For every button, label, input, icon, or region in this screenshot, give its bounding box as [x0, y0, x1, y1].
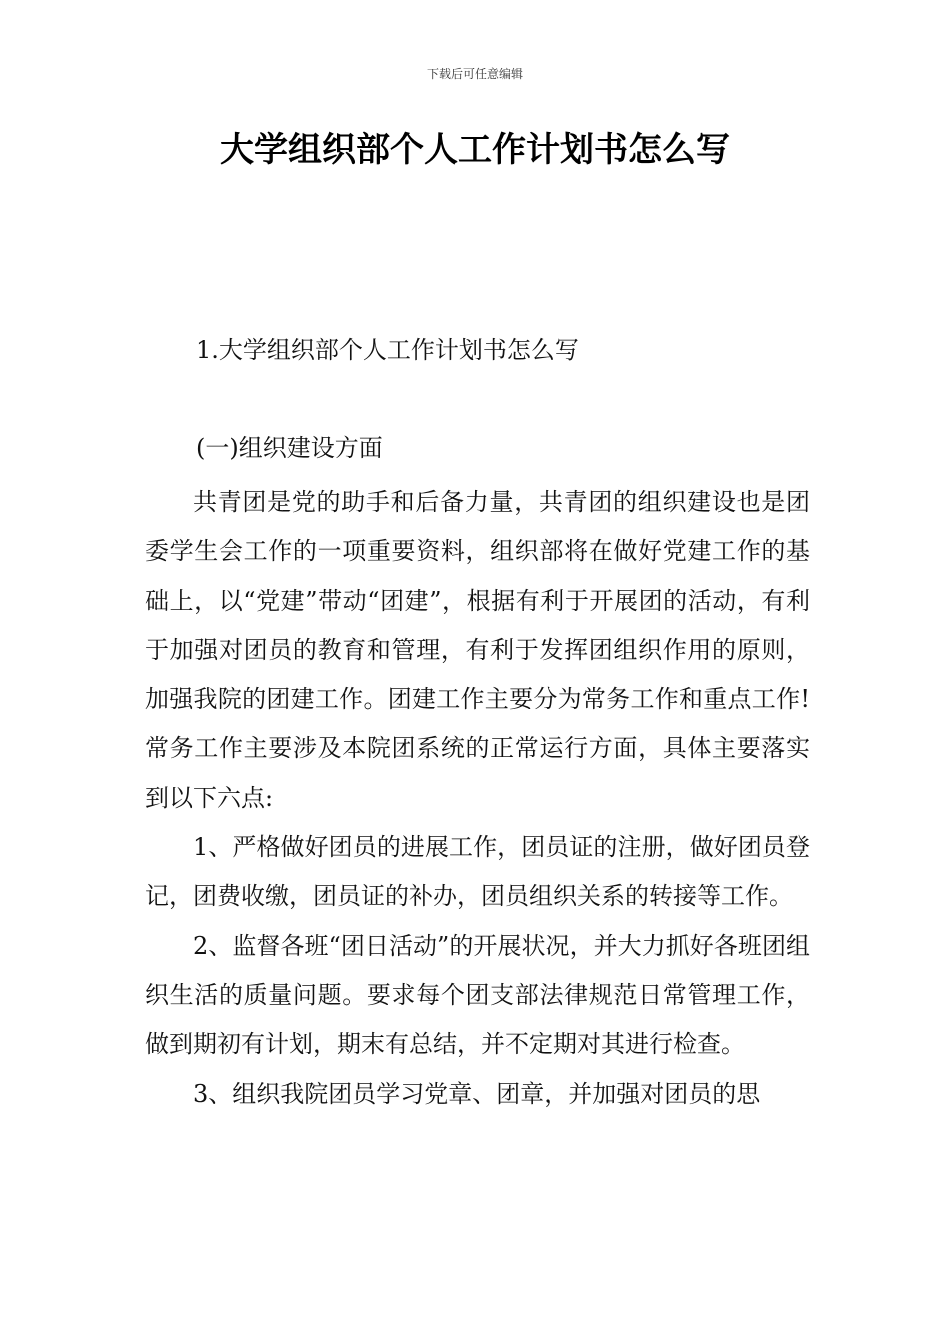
document-body: [145, 478, 810, 1119]
body-paragraph: 3、组织我院团员学习党章、团章，并加强对团员的思: [193, 1079, 761, 1108]
subsection-heading: (一)组织建设方面: [196, 434, 383, 462]
body-paragraph: 1、严格做好团员的进展工作，团员证的注册，做好团员登记，团费收缴，团员证的补办，团员组织关系的转接等工作。: [145, 833, 810, 911]
section-heading: 1.大学组织部个人工作计划书怎么写: [196, 336, 579, 364]
body-paragraph: 2、监督各班“团日活动”的开展状况，并大力抓好各班团组织生活的质量问题。要求每个团支部法律规范日常管理工作，做到期初有计划，期末有总结，并不定期对其进行检查。: [145, 931, 810, 1059]
document-title: 大学组织部个人工作计划书怎么写: [220, 130, 730, 170]
body-paragraph: 共青团是党的助手和后备力量，共青团的组织建设也是团委学生会工作的一项重要资料，组织部将在做好党建工作的基础上，以“党建”带动“团建”，根据有利于开展团的活动，有利于加强对团员的教育和管理，有利于发挥团组织作用的原则，加强我院的团建工作。团建工作主要分为常务工作和重点工作!常务工作主要涉及本院团系统的正常运行方面，具体主要落实到以下六点:: [145, 488, 810, 812]
header-note: 下载后可任意编辑: [426, 67, 523, 81]
